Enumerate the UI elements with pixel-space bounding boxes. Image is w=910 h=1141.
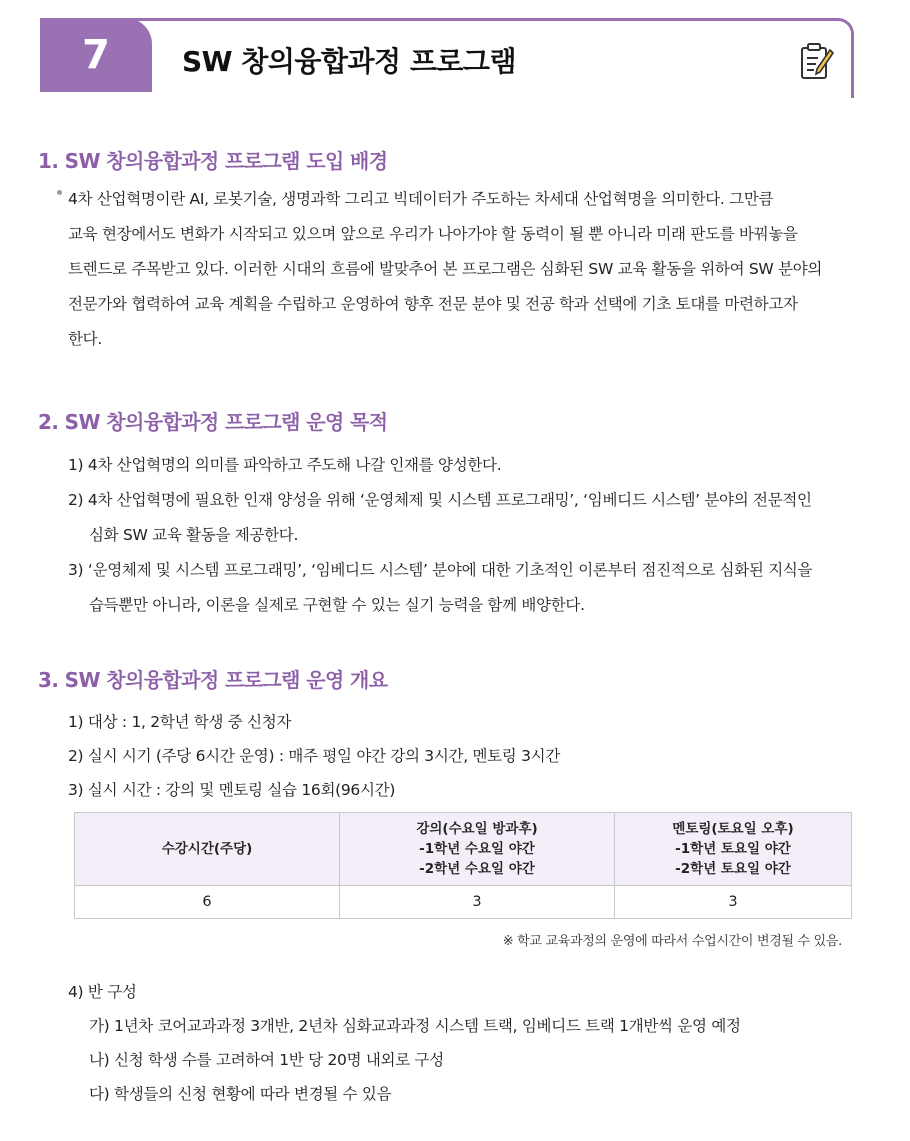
section-3-item-2: 2) 실시 시기 (주당 6시간 운영) : 매주 평일 야간 강의 3시간, 멘토링 3시간	[68, 747, 561, 765]
section-1-line-1: 4차 산업혁명이란 AI, 로봇기술, 생명과학 그리고 빅데이터가 주도하는 차세대 산업혁명을 의미한다. 그만큼	[68, 190, 774, 208]
section-3-item-3: 3) 실시 시간 : 강의 및 멘토링 실습 16회(96시간)	[68, 781, 396, 799]
header-line: -2학년 수요일 야간	[419, 861, 535, 877]
section-1-line-2: 교육 현장에서도 변화가 시작되고 있으며 앞으로 우리가 나아가야 할 동력이 될 뿐 아니라 미래 판도를 바꿔놓을	[68, 225, 798, 243]
table-cell: 3	[615, 886, 852, 919]
section-3-heading: 3. SW 창의융합과정 프로그램 운영 개요	[38, 668, 388, 692]
table-row	[75, 886, 852, 919]
bullet-dot	[57, 190, 62, 195]
section-3-sub-a: 가) 1년차 코어교과과정 3개반, 2년차 심화교과과정 시스템 트랙, 임베디드 트랙 1개반씩 운영 예정	[89, 1017, 741, 1035]
table-header-row	[75, 813, 852, 886]
chapter-number-badge	[40, 18, 152, 92]
header-line: 멘토링(토요일 오후)	[672, 821, 794, 837]
schedule-table	[74, 812, 852, 919]
section-2-heading: 2. SW 창의융합과정 프로그램 운영 목적	[38, 410, 388, 434]
table-header-cell	[340, 813, 615, 886]
section-2-item-2: 2) 4차 산업혁명에 필요한 인재 양성을 위해 ‘운영체제 및 시스템 프로그래밍’, ‘임베디드 시스템’ 분야의 전문적인	[68, 491, 812, 509]
section-2-item-3: 3) ‘운영체제 및 시스템 프로그래밍’, ‘임베디드 시스템’ 분야에 대한 기초적인 이론부터 점진적으로 심화된 지식을	[68, 561, 813, 579]
section-2-item-1: 1) 4차 산업혁명의 의미를 파악하고 주도해 나갈 인재를 양성한다.	[68, 456, 502, 474]
section-3-sub-c: 다) 학생들의 신청 현황에 따라 변경될 수 있음	[89, 1085, 392, 1103]
header-line: -1학년 수요일 야간	[419, 841, 535, 857]
page-title: SW 창의융합과정 프로그램	[182, 45, 517, 78]
section-2-item-3-cont: 습득뿐만 아니라, 이론을 실제로 구현할 수 있는 실기 능력을 함께 배양한다.	[89, 596, 585, 614]
chapter-number: 7	[82, 32, 110, 78]
table-header-cell	[615, 813, 852, 886]
section-1-line-4: 전문가와 협력하여 교육 계획을 수립하고 운영하여 향후 전문 분야 및 전공 학과 선택에 기초 토대를 마련하고자	[68, 295, 798, 313]
document-edit-icon	[800, 42, 834, 80]
section-3-item-1: 1) 대상 : 1, 2학년 학생 중 신청자	[68, 713, 292, 731]
section-1-heading: 1. SW 창의융합과정 프로그램 도입 배경	[38, 149, 388, 173]
section-1-line-5: 한다.	[68, 330, 102, 348]
table-cell: 6	[75, 886, 340, 919]
header-line: -2학년 토요일 야간	[675, 861, 791, 877]
header-line: -1학년 토요일 야간	[675, 841, 791, 857]
table-cell: 3	[340, 886, 615, 919]
table-header-cell: 수강시간(주당)	[75, 813, 340, 886]
header-line: 강의(수요일 방과후)	[416, 821, 538, 837]
section-2-item-2-cont: 심화 SW 교육 활동을 제공한다.	[89, 526, 299, 544]
section-3-item-4: 4) 반 구성	[68, 983, 137, 1001]
section-1-line-3: 트렌드로 주목받고 있다. 이러한 시대의 흐름에 발맞추어 본 프로그램은 심화된 SW 교육 활동을 위하여 SW 분야의	[68, 260, 823, 278]
table-note: ※ 학교 교육과정의 운영에 따라서 수업시간이 변경될 수 있음.	[502, 934, 842, 949]
section-3-sub-b: 나) 신청 학생 수를 고려하여 1반 당 20명 내외로 구성	[89, 1051, 444, 1069]
